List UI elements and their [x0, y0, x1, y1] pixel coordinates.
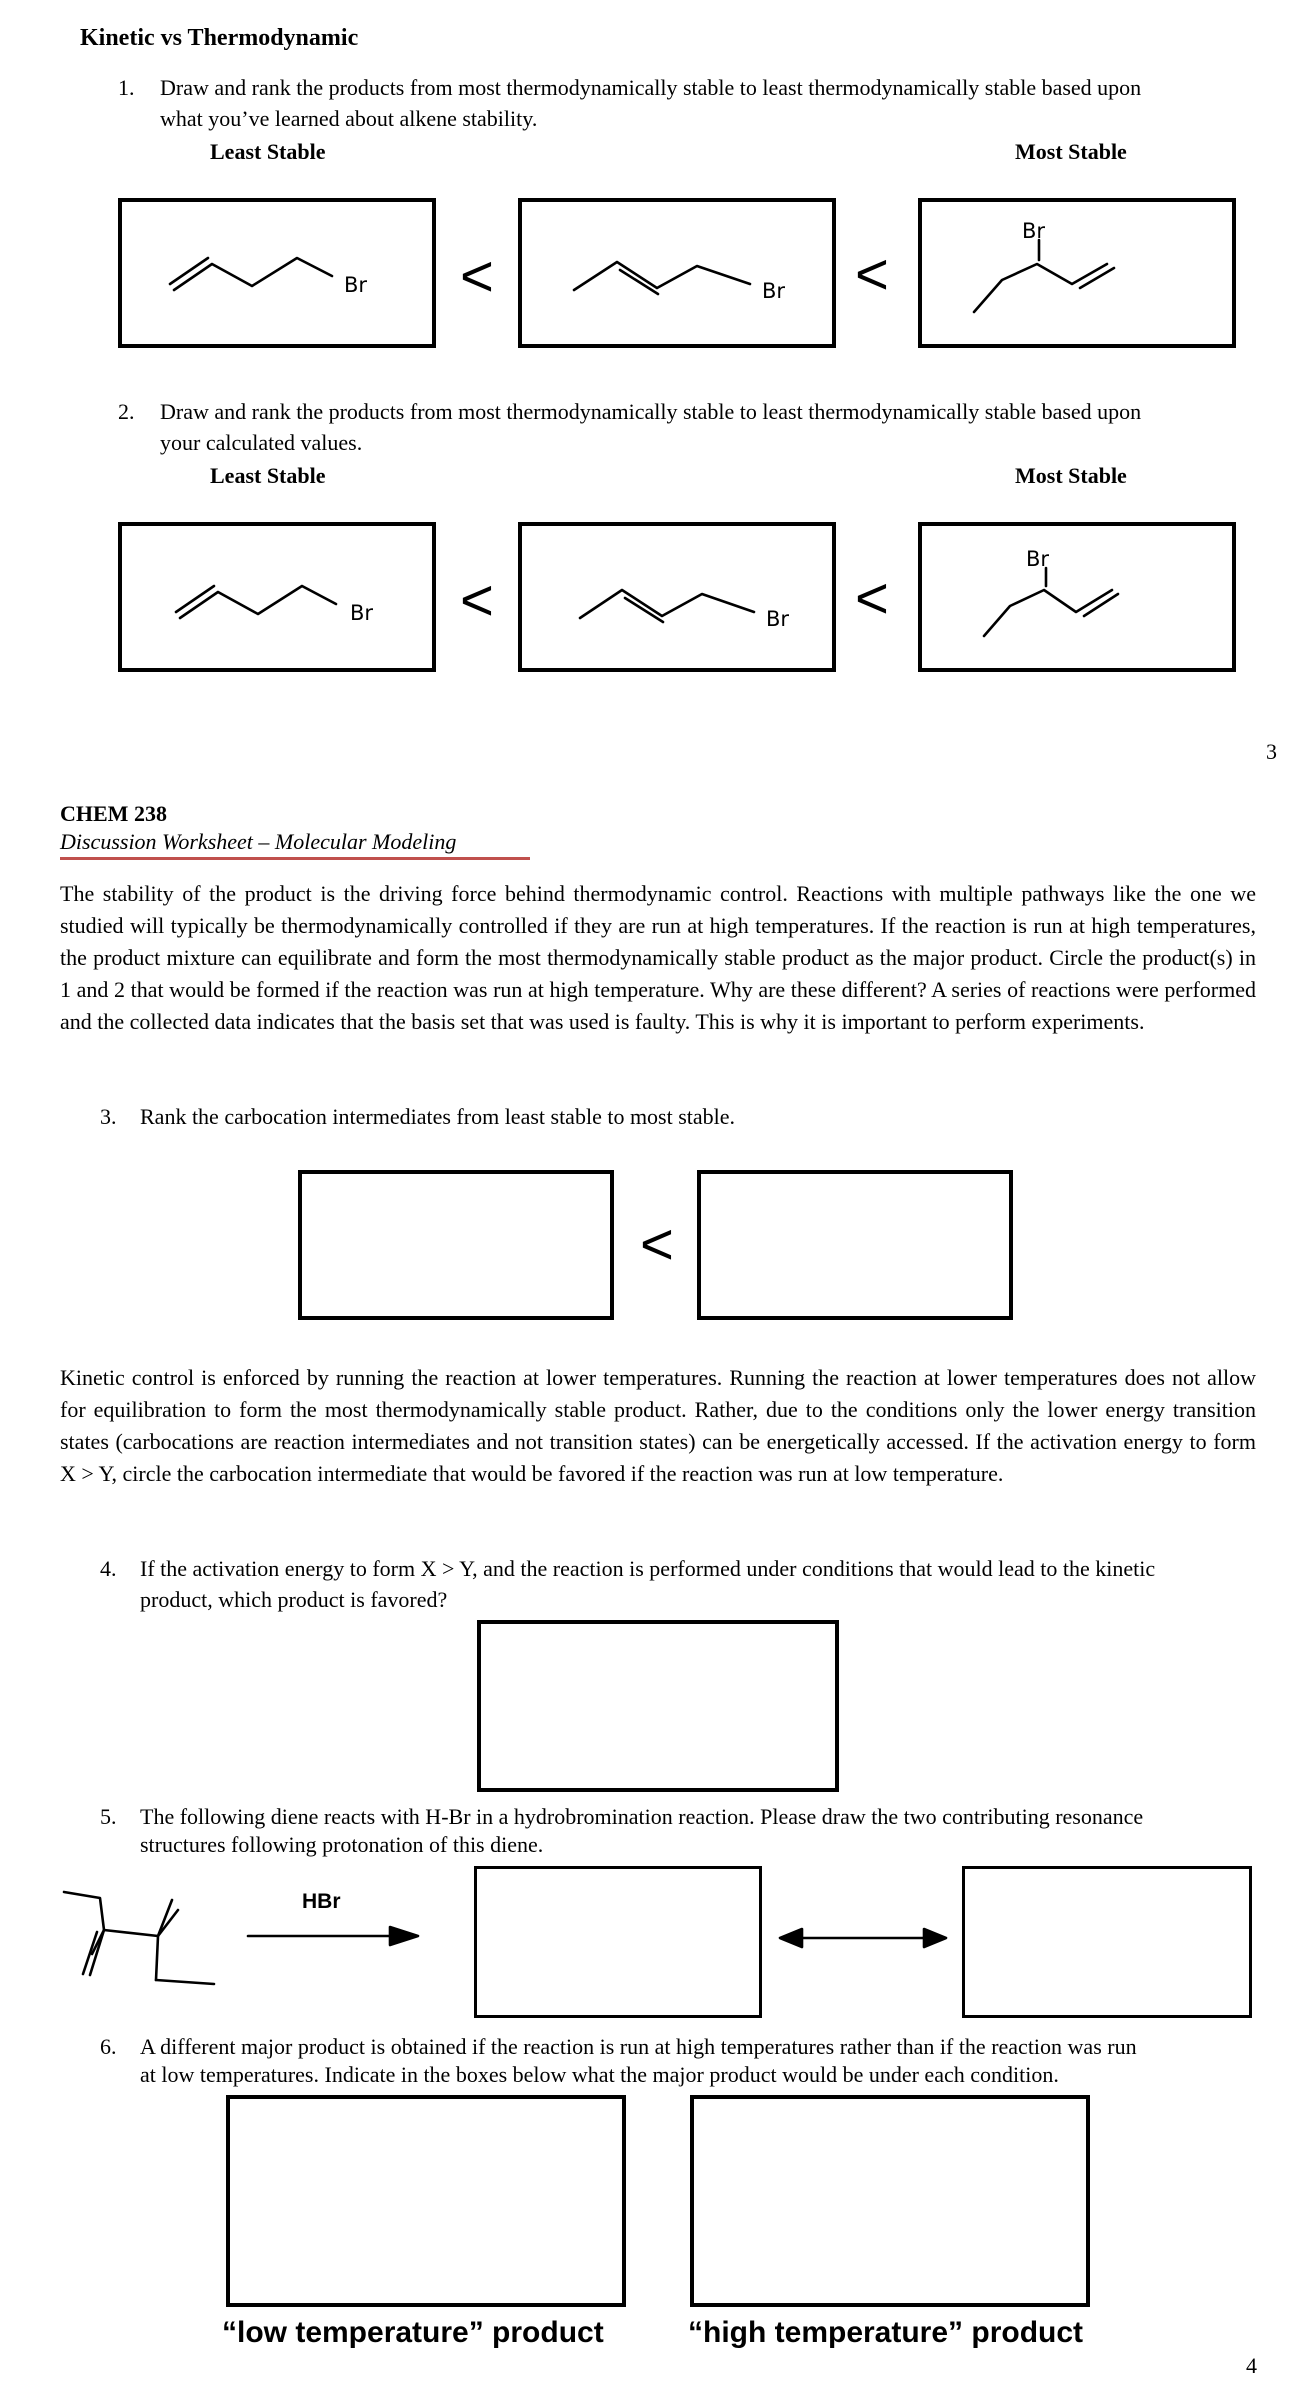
- br-label: Br: [350, 601, 374, 625]
- q6-low-temperature-box[interactable]: [226, 2095, 626, 2307]
- q4-answer-box[interactable]: [477, 1620, 839, 1792]
- allylic-bromide-structure-3: [922, 202, 1240, 352]
- allylic-bromide-structure-1: [122, 526, 440, 676]
- q3-text: Rank the carbocation intermediates from least stable to most stable.: [140, 1104, 736, 1129]
- worksheet-subtitle: Discussion Worksheet – Molecular Modeling: [60, 829, 457, 854]
- q3-number: 3.: [100, 1104, 117, 1129]
- allylic-bromide-structure-3: [922, 526, 1240, 676]
- q1-less-than-1: <: [460, 244, 494, 309]
- subtitle-rule: [60, 857, 530, 860]
- q1-number: 1.: [118, 75, 135, 100]
- q6-high-temperature-box[interactable]: [690, 2095, 1090, 2307]
- hbr-reagent: HBr: [302, 1890, 341, 1913]
- q2-answer-box-1[interactable]: [118, 522, 436, 672]
- q1-less-than-2: <: [855, 242, 889, 307]
- allylic-bromide-structure-1: [122, 202, 440, 352]
- q1-most-stable-label: Most Stable: [1015, 139, 1127, 164]
- diene-structure: [60, 1880, 230, 1990]
- q3-answer-box-1[interactable]: [298, 1170, 614, 1320]
- kinetic-paragraph: Kinetic control is enforced by running the reaction at lower temperatures. Running the reaction at lower temperatures does not allow for equilibration to form the most thermodynamically stable product. Rather, due to the conditions only the lower energy transition states (carbocations are reaction intermediates and not transition states) can be energetically accessed. If the activation energy to form X > Y, circle the carbocation intermediate that would be favored if the reaction was run at low temperature.: [60, 1365, 1256, 1486]
- page-number-4: 4: [1246, 2353, 1257, 2378]
- q1-least-stable-label: Least Stable: [210, 139, 326, 164]
- br-label: Br: [762, 279, 786, 303]
- low-temperature-caption: “low temperature” product: [222, 2316, 604, 2349]
- br-label: Br: [1026, 547, 1050, 571]
- q4-number: 4.: [100, 1556, 117, 1581]
- q1-answer-box-3[interactable]: [918, 198, 1236, 348]
- q2-answer-box-2[interactable]: [518, 522, 836, 672]
- q5-text-line1: The following diene reacts with H-Br in a hydrobromination reaction. Please draw the two contributing resonance: [140, 1804, 1144, 1829]
- q2-answer-box-3[interactable]: [918, 522, 1236, 672]
- section-title: Kinetic vs Thermodynamic: [80, 25, 359, 51]
- q6-text-line1: A different major product is obtained if the reaction is run at high temperatures rather than if the reaction was run: [140, 2034, 1137, 2059]
- q5-text-line2: structures following protonation of this diene.: [140, 1832, 544, 1857]
- br-label: Br: [766, 607, 790, 631]
- q1-text-line1: Draw and rank the products from most thermodynamically stable to least thermodynamically stable based upon: [160, 75, 1142, 100]
- q3-answer-box-2[interactable]: [697, 1170, 1013, 1320]
- q4-text-line2: product, which product is favored?: [140, 1587, 448, 1612]
- q5-resonance-box-2[interactable]: [962, 1866, 1252, 2018]
- q1-answer-box-2[interactable]: [518, 198, 836, 348]
- intro-paragraph: The stability of the product is the driving force behind thermodynamic control. Reactions with multiple pathways like the one we studied will typically be thermodynamically controlled if they are run at high temperatures. If the reaction is run at high temperatures, the product mixture can equilibrate and form the most thermodynamically stable product as the major product. Circle the product(s) in 1 and 2 that would be formed if the reaction was run at high temperature. Why are these different? A series of reactions were performed and the collected data indicates that the basis set that was used is faulty. This is why it is important to perform experiments.: [60, 881, 1256, 1034]
- q3-less-than: <: [640, 1212, 674, 1277]
- br-label: Br: [1022, 219, 1046, 243]
- high-temperature-caption: “high temperature” product: [688, 2316, 1084, 2349]
- q2-less-than-2: <: [855, 566, 889, 631]
- course-title: CHEM 238: [60, 801, 167, 826]
- q4-text-line1: If the activation energy to form X > Y, and the reaction is performed under conditions that would lead to the kinetic: [140, 1556, 1156, 1581]
- br-label: Br: [344, 273, 368, 297]
- q2-text-line2: your calculated values.: [160, 430, 363, 455]
- q6-text-line2: at low temperatures. Indicate in the boxes below what the major product would be under each condition.: [140, 2062, 1059, 2087]
- allylic-bromide-structure-2: [522, 202, 840, 352]
- q2-less-than-1: <: [460, 568, 494, 633]
- q1-text-line2: what you’ve learned about alkene stability.: [160, 106, 538, 131]
- q5-number: 5.: [100, 1804, 117, 1829]
- q5-resonance-box-1[interactable]: [474, 1866, 762, 2018]
- q6-number: 6.: [100, 2034, 117, 2059]
- q2-most-stable-label: Most Stable: [1015, 463, 1127, 488]
- allylic-bromide-structure-2: [522, 526, 840, 676]
- resonance-arrow: [778, 1924, 948, 1954]
- page-number-3: 3: [1266, 739, 1277, 764]
- q2-number: 2.: [118, 399, 135, 424]
- q2-least-stable-label: Least Stable: [210, 463, 326, 488]
- q1-answer-box-1[interactable]: [118, 198, 436, 348]
- q2-text-line1: Draw and rank the products from most thermodynamically stable to least thermodynamically stable based upon: [160, 399, 1142, 424]
- reaction-arrow: [244, 1922, 424, 1952]
